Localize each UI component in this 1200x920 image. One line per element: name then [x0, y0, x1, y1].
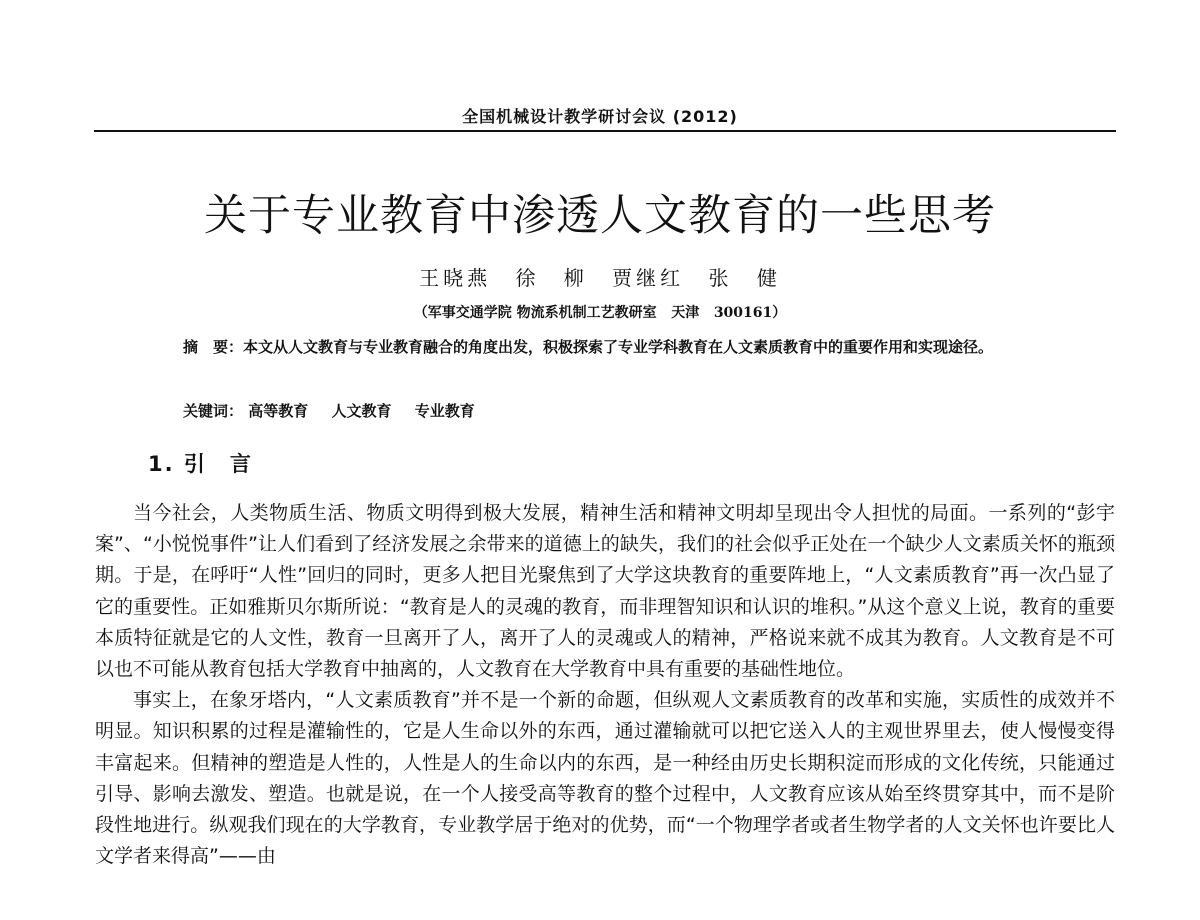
- section-title: 引 言: [183, 452, 253, 476]
- affiliation: （军事交通学院 物流系机制工艺教研室 天津 300161）: [413, 305, 787, 321]
- body-text: [95, 498, 1115, 872]
- keyword: 专业教育: [414, 402, 475, 420]
- paragraph: 当今社会，人类物质生活、物质文明得到极大发展，精神生活和精神文明却呈现出令人担忧的局面。一系列的“彭宇案”、“小悦悦事件”让人们看到了经济发展之余带来的道德上的缺失，我们的社会似乎正处在一个缺少人文素质关怀的瓶颈期。于是，在呼吁“人性”回归的同时，更多人把目光聚焦到了大学这块教育的重要阵地上，“人文素质教育”再一次凸显了它的重要性。正如雅斯贝尔斯所说：“教育是人的灵魂的教育，而非理智知识和认识的堆积。”从这个意义上说，教育的重要本质特征就是它的人文性，教育一旦离开了人，离开了人的灵魂或人的精神，严格说来就不成其为教育。人文教育是不可以也不可能从教育包括大学教育中抽离的，人文教育在大学教育中具有重要的基础性地位。: [95, 502, 1115, 681]
- author-name: 徐 柳: [515, 266, 588, 290]
- keyword: 高等教育: [248, 402, 309, 420]
- keywords-label: 关键词：: [183, 402, 244, 420]
- author-name: 贾继红: [612, 266, 685, 290]
- section-number: 1.: [148, 452, 175, 476]
- abstract: [183, 332, 1043, 362]
- header-rule: [94, 130, 1116, 132]
- author-name: 王晓燕: [419, 266, 492, 290]
- paragraph: 事实上，在象牙塔内，“人文素质教育”并不是一个新的命题，但纵观人文素质教育的改革和实施，实质性的成效并不明显。知识积累的过程是灌输性的，它是人生命以外的东西，通过灌输就可以把它送入人的主观世界里去，使人慢慢变得丰富起来。但精神的塑造是人性的，人性是人的生命以内的东西，是一种经由历史长期积淀而形成的文化传统，只能通过引导、影响去激发、塑造。也就是说，在一个人接受高等教育的整个过程中，人文教育应该从始至终贯穿其中，而不是阶段性地进行。纵观我们现在的大学教育，专业教学居于绝对的优势，而“一个物理学者或者生物学者的人文关怀也许要比人文学者来得高”——由: [95, 689, 1115, 868]
- section-heading: [148, 448, 253, 478]
- running-header: 全国机械设计教学研讨会议 (2012): [462, 107, 738, 126]
- abstract-text: 本文从人文教育与专业教育融合的角度出发，积极探索了专业学科教育在人文素质教育中的重要作用和实现途径。: [243, 338, 994, 356]
- author-list: [0, 262, 1200, 291]
- keyword: 人文教育: [331, 402, 392, 420]
- abstract-label: 摘 要：: [183, 338, 244, 356]
- author-name: 张 健: [708, 266, 781, 290]
- keywords: [183, 400, 1043, 421]
- paper-title: 关于专业教育中渗透人文教育的一些思考: [204, 191, 996, 241]
